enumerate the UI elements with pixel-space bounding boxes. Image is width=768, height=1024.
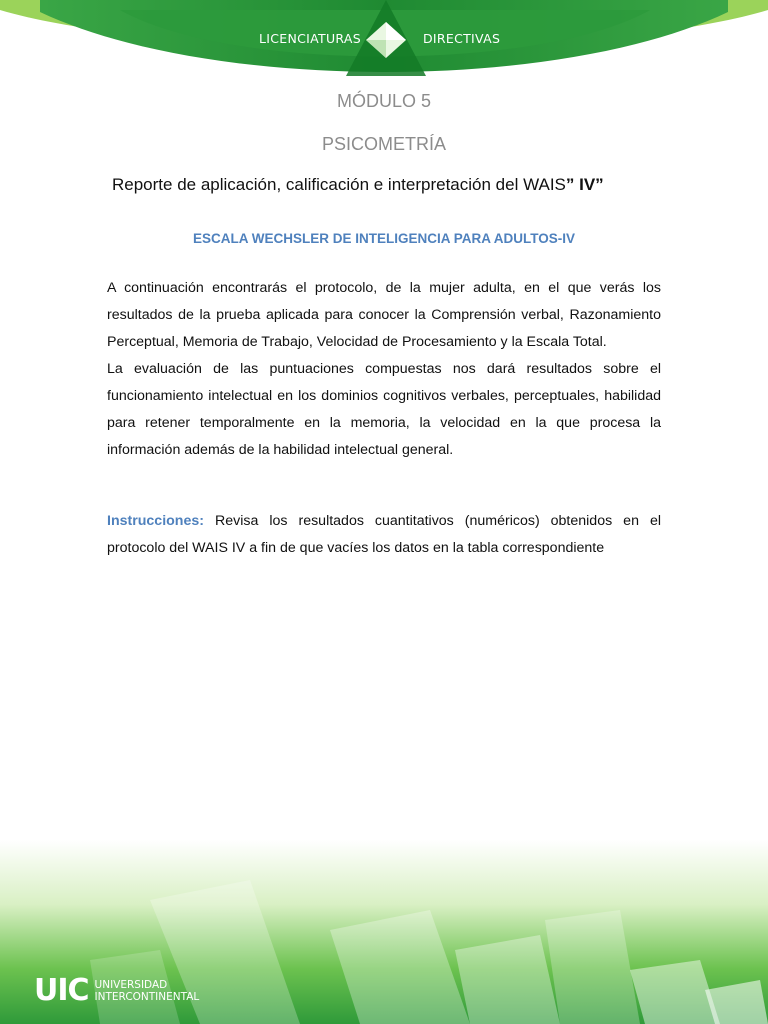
scale-title: ESCALA WECHSLER DE INTELIGENCIA PARA ADULTOS-IV [192, 231, 575, 246]
paragraph-1: A continuación encontrarás el protocolo, de la mujer adulta, en el que verás los resultados de la prueba aplicada para conocer la Comprensión verbal, Razonamiento Perceptual, Memoria de Trabajo, Velocidad de Procesamiento y la Escala Total. [107, 280, 661, 350]
uic-logo-line-1: UNIVERSIDAD [94, 979, 168, 991]
report-title-suffix: ” IV” [565, 175, 604, 194]
report-title-main: Reporte de aplicación, calificación e interpretación del WAIS [112, 175, 566, 194]
header-banner [0, 0, 768, 90]
instructions-paragraph [107, 508, 661, 562]
header-right-label: DIRECTIVAS [423, 31, 501, 46]
module-title: MÓDULO 5 [336, 91, 432, 111]
uic-logo-line-2: INTERCONTINENTAL [94, 991, 200, 1003]
report-title [112, 175, 604, 195]
instructions-label: Instrucciones: [107, 513, 204, 529]
paragraph-2: La evaluación de las puntuaciones compuestas nos dará resultados sobre el funcionamiento intelectual en los dominios cognitivos verbales, perceptuales, habilidad para retener temporalmente en la memoria, la velocidad en la que procesa la información además de la habilidad intelectual general. [107, 361, 661, 458]
uic-logo-text [95, 979, 200, 1003]
module-subject: PSICOMETRÍA [321, 134, 446, 154]
header-left-label: LICENCIATURAS [259, 31, 361, 46]
uic-logo-mark: UIC [34, 973, 89, 1008]
instructions-text: Revisa los resultados cuantitativos (numéricos) obtenidos en el protocolo del WAIS IV a fin de que vacíes los datos en la tabla correspondiente [107, 513, 661, 556]
uic-logo [34, 973, 200, 1008]
intro-text [107, 275, 661, 464]
